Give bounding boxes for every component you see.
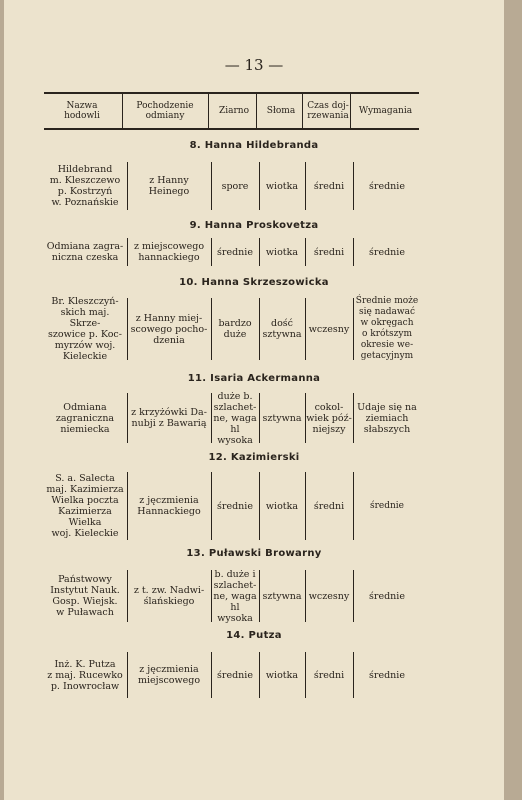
column-divider [211,570,212,622]
cell-hodowla: Odmiana zagra- niczna czeska [46,241,124,263]
cell-ziarno: bardzo duże [218,318,252,340]
header-rule [44,129,419,130]
cell-wymagania: średnie [369,590,405,602]
cell-hodowla: S. a. Salecta maj. Kazimierza Wielka poczta Kazimierza Wielka woj. Kieleckie [46,473,124,539]
column-divider [305,393,306,443]
column-divider [353,162,354,210]
variety-title: 8. Hanna Hildebranda [189,140,319,151]
column-divider [211,298,212,360]
cell-sloma: wiotka [265,180,299,192]
column-divider [127,472,128,540]
column-divider [353,472,354,540]
cell-ziarno: duże b. szlachet- ne, waga hl wysoka [213,390,257,446]
cell-ziarno: średnie [217,669,253,681]
cell-czas: średni [313,246,345,258]
cell-ziarno: spore [221,180,249,192]
cell-hodowla: Państwowy Instytut Nauk. Gosp. Wiejsk. w Puławach [50,574,120,618]
cell-hodowla: Br. Kleszczyń- skich maj. Skrze- szowice p. Koc- myrzów woj. Kieleckie [48,296,122,362]
column-divider [305,652,306,698]
cell-sloma: sztywna [262,412,302,424]
cell-ziarno: b. duże i szlachet- ne, waga hl wysoka [213,568,257,624]
cell-pochodzenie: z krzyżówki Da- nubji z Bawarią [131,407,207,429]
cell-hodowla: Odmiana zagraniczna niemiecka [55,401,115,435]
cell-pochodzenie: z t. zw. Nadwi- ślańskiego [133,585,205,607]
column-divider [353,298,354,360]
cell-czas: średni [313,669,345,681]
page-number: — 13 — [224,56,284,74]
variety-title: 14. Putza [226,630,282,641]
cell-wymagania: Średnie może się nadawać w okręgach o krótszym okresie we- getacyjnym [355,296,419,361]
cell-pochodzenie: z jęczmienia Hannackiego [137,495,201,517]
column-divider [259,570,260,622]
cell-pochodzenie: z miejscowego hannackiego [133,241,205,263]
column-divider [127,162,128,210]
cell-pochodzenie: z jęczmienia miejscowego [137,664,201,686]
column-divider [305,162,306,210]
cell-czas: wczesny [308,590,350,602]
cell-wymagania: Udaje się na ziemiach słabszych [357,401,417,435]
cell-hodowla: Inż. K. Putza z maj. Rucewko p. Inowrocław [47,658,123,692]
column-divider [259,652,260,698]
cell-czas: średni [313,500,345,512]
column-divider [211,162,212,210]
column-divider [305,570,306,622]
column-divider [259,298,260,360]
cell-sloma: wiotka [265,669,299,681]
column-divider [305,472,306,540]
column-divider [127,298,128,360]
cell-czas: cokol- wiek póź- niejszy [306,401,352,435]
column-divider [259,238,260,266]
column-divider [353,652,354,698]
cell-wymagania: średnie [369,669,405,681]
variety-title: 11. Isaria Ackermanna [187,373,321,384]
column-divider [353,393,354,443]
cell-pochodzenie: z Hanny miej- scowego pocho- dzenia [130,312,208,346]
header-sloma: Słoma [266,106,296,116]
column-divider [211,472,212,540]
column-divider [127,652,128,698]
variety-title: 13. Puławski Browarny [186,548,322,559]
document-page [4,0,504,800]
column-divider [211,238,212,266]
cell-hodowla: Hildebrand m. Kleszczewo p. Kostrzyń w. Poznańskie [49,164,121,208]
column-divider [259,162,260,210]
column-divider [259,472,260,540]
cell-ziarno: średnie [217,246,253,258]
column-divider [305,298,306,360]
column-divider [305,238,306,266]
column-divider [127,570,128,622]
cell-wymagania: średnie [369,180,405,192]
variety-title: 10. Hanna Skrzeszowicka [179,277,329,288]
column-divider [211,652,212,698]
header-pochodzenie: Pochodzenie odmiany [136,101,194,121]
variety-title: 12. Kazimierski [208,452,300,463]
cell-czas: wczesny [308,323,350,335]
cell-pochodzenie: z Hanny Heinego [148,175,190,197]
column-divider [127,238,128,266]
header-czas: Czas doj- rzewania [307,101,349,121]
cell-ziarno: średnie [217,500,253,512]
header-wymagania: Wymagania [358,106,413,116]
header-ziarno: Ziarno [218,106,249,116]
cell-czas: średni [313,180,345,192]
cell-sloma: wiotka [265,500,299,512]
column-divider [353,238,354,266]
table-header [44,92,419,130]
cell-sloma: sztywna [262,590,302,602]
column-divider [127,393,128,443]
column-divider [211,393,212,443]
cell-sloma: dość sztywna [262,318,302,340]
cell-wymagania: średnie [369,246,405,258]
variety-title: 9. Hanna Proskovetza [189,220,319,231]
column-divider [259,393,260,443]
cell-wymagania: średnie [369,500,404,511]
cell-sloma: wiotka [265,246,299,258]
header-nazwa: Nazwa hodowli [64,101,100,121]
column-divider [353,570,354,622]
